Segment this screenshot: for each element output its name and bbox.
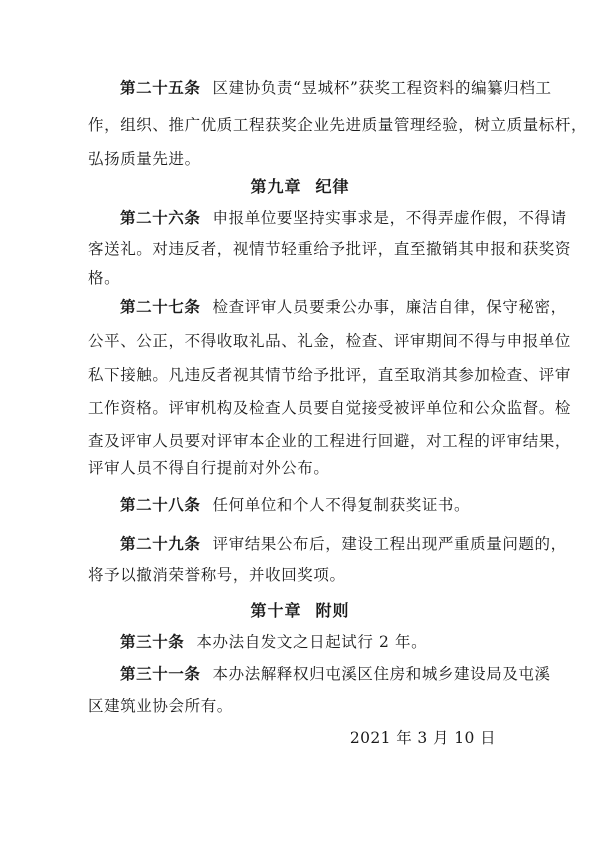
article-27-line-5: 查及评审人员要对评审本企业的工程进行回避，对工程的评审结果，	[88, 432, 572, 450]
article-31-line-2: 区建筑业协会所有。	[88, 697, 233, 715]
article-26-number: 第二十六条	[120, 208, 201, 227]
article-26-text-1: 申报单位要坚持实事求是，不得弄虚作假，不得请	[212, 209, 567, 227]
article-25-number: 第二十五条	[120, 78, 201, 97]
article-25-line-2: 作，组织、推广优质工程获奖企业先进质量管理经验，树立质量标杆，	[88, 116, 588, 134]
article-27-line-3: 私下接触。凡违反者视其情节给予批评，直至取消其参加检查、评审	[88, 366, 572, 384]
article-25-text-1: 区建协负责“昱城杯”获奖工程资料的编纂归档工	[212, 79, 552, 97]
article-30-text-1: 本办法自发文之日起试行 2 年。	[196, 633, 428, 651]
article-29-line-2: 将予以撤消荣誉称号，并收回奖项。	[88, 566, 346, 584]
article-27-line-2: 公平、公正，不得收取礼品、礼金，检查、评审期间不得与申报单位	[88, 332, 572, 350]
article-28-line-1	[120, 495, 470, 515]
article-27-line-4: 工作资格。评审机构及检查人员要自觉接受被评单位和公众监督。检	[88, 399, 572, 417]
article-26-line-3: 格。	[88, 269, 121, 287]
chapter-9-number: 第九章	[250, 177, 302, 196]
article-31-line-1	[120, 664, 551, 684]
article-27-text-1: 检查评审人员要秉公办事，廉洁自律，保守秘密，	[212, 298, 567, 316]
article-30-number: 第三十条	[120, 632, 185, 651]
article-28-text-1: 任何单位和个人不得复制获奖证书。	[212, 496, 471, 514]
article-28-number: 第二十八条	[120, 495, 201, 514]
article-29-text-1: 评审结果公布后，建设工程出现严重质量问题的，	[212, 535, 567, 553]
article-25-line-3: 弘扬质量先进。	[88, 150, 201, 168]
chapter-9-title: 纪律	[315, 177, 350, 196]
article-27-line-6: 评审人员不得自行提前对外公布。	[88, 459, 330, 477]
chapter-10-number: 第十章	[250, 601, 302, 620]
chapter-9-heading	[0, 177, 600, 197]
article-29-line-1	[120, 534, 567, 554]
article-26-line-2: 客送礼。对违反者，视情节轻重给予批评，直至撤销其申报和获奖资	[88, 240, 572, 258]
chapter-10-title: 附则	[315, 601, 350, 620]
article-27-line-1	[120, 297, 567, 317]
article-26-line-1	[120, 208, 567, 228]
article-27-number: 第二十七条	[120, 297, 201, 316]
document-date: 2021 年 3 月 10 日	[349, 729, 496, 747]
article-30-line-1	[120, 632, 427, 652]
chapter-10-heading	[0, 601, 600, 621]
article-25-line-1	[120, 78, 552, 98]
article-31-text-1: 本办法解释权归屯溪区住房和城乡建设局及屯溪	[212, 665, 551, 683]
article-31-number: 第三十一条	[120, 664, 201, 683]
article-29-number: 第二十九条	[120, 534, 201, 553]
